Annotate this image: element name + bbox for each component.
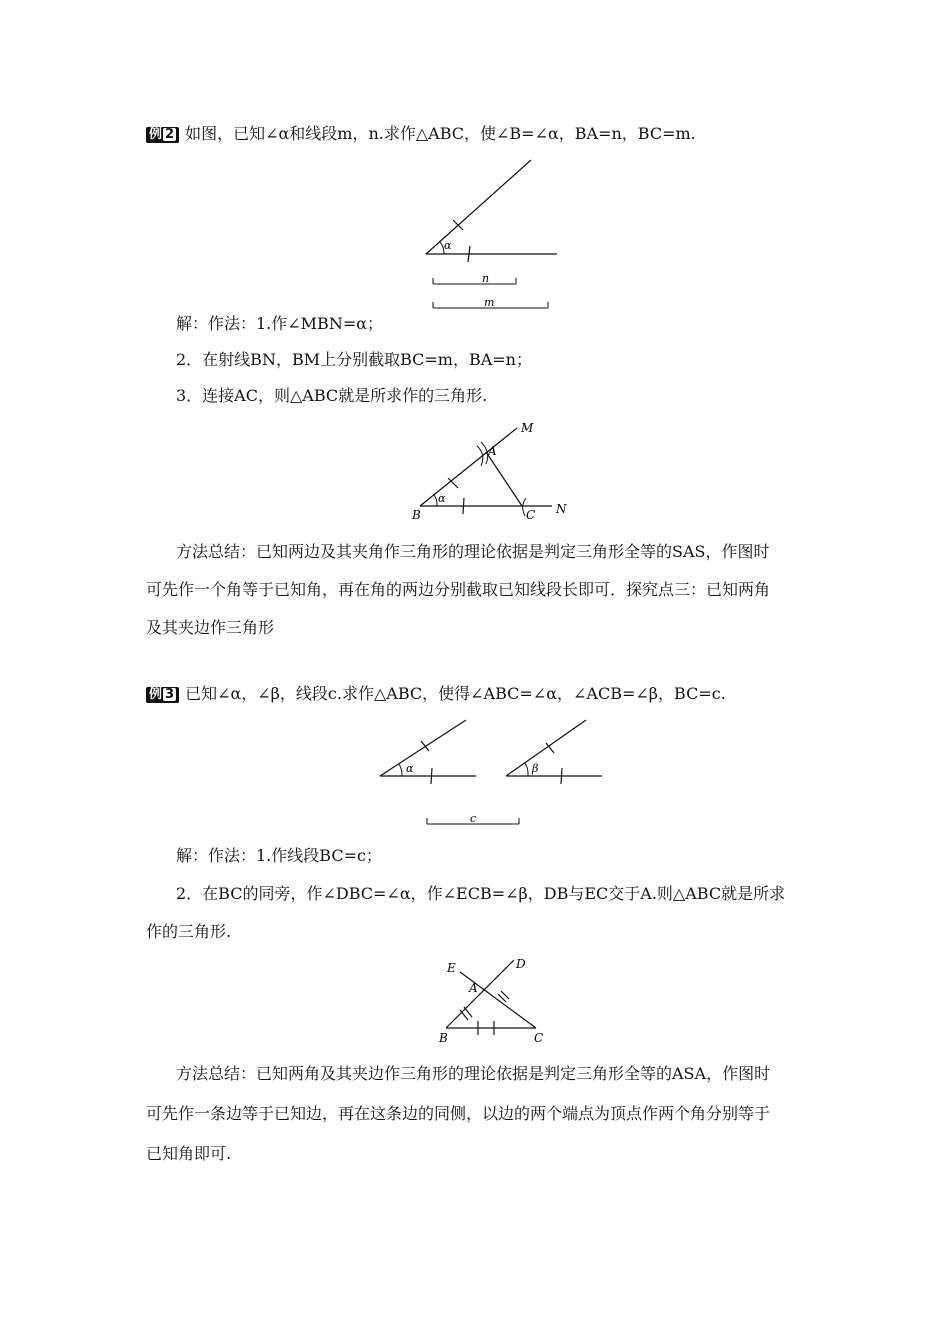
example2-problem-text: 如图，已知∠α和线段m，n.求作△ABC，使∠B=∠α，BA=n，BC=m. — [185, 124, 696, 143]
example2-summary-line3: 及其夹边作三角形 — [146, 618, 275, 637]
fig1-m-label: m — [484, 296, 495, 309]
figure-angles-alpha-beta-segment-c — [376, 716, 608, 828]
example3-solution-line3: 作的三角形. — [146, 922, 232, 941]
fig3-alpha-label: α — [406, 762, 414, 775]
fig1-n-label: n — [482, 272, 490, 285]
fig3-c-label: c — [470, 812, 477, 825]
example3-solution-line1: 解：作法：1.作线段BC=c； — [176, 846, 382, 865]
example2-solution-line1: 解：作法：1.作∠MBN=α； — [176, 314, 384, 333]
example2-summary-line1: 方法总结：已知两边及其夹角作三角形的理论依据是判定三角形全等的SAS，作图时 — [176, 542, 770, 561]
example3-badge: 例 3 — [146, 687, 179, 703]
fig2-label-B: B — [412, 508, 421, 522]
figure-triangle-asa — [436, 954, 548, 1046]
example2-solution-line2: 2．在射线BN，BM上分别截取BC=m，BA=n； — [176, 350, 532, 369]
example2-badge: 例 2 — [146, 127, 179, 143]
example3-summary-line1: 方法总结：已知两角及其夹边作三角形的理论依据是判定三角形全等的ASA，作图时 — [176, 1064, 771, 1083]
example2-solution-line3: 3．连接AC，则△ABC就是所求作的三角形. — [176, 386, 488, 405]
example2-problem — [146, 124, 696, 144]
fig2-label-N: N — [556, 502, 567, 516]
example3-summary-line2: 可先作一条边等于已知边，再在这条边的同侧，以边的两个端点为顶点作两个角分别等于 — [146, 1104, 771, 1123]
fig1-alpha-label: α — [444, 239, 452, 252]
fig3-beta-label: β — [532, 762, 539, 775]
fig4-label-C: C — [534, 1031, 544, 1045]
example3-summary-line3: 已知角即可. — [146, 1144, 232, 1163]
example3-problem-text: 已知∠α，∠β，线段c.求作△ABC，使得∠ABC=∠α，∠ACB=∠β，BC=c. — [185, 684, 726, 703]
fig2-label-A: A — [488, 444, 497, 458]
example2-summary-line2: 可先作一个角等于已知角，再在角的两边分别截取已知线段长即可．探究点三：已知两角 — [146, 580, 771, 599]
fig4-label-B: B — [439, 1031, 448, 1045]
example3-solution-line2: 2．在BC的同旁，作∠DBC=∠α，作∠ECB=∠β，DB与EC交于A.则△ABC就是所求 — [176, 884, 786, 903]
fig2-alpha-label: α — [438, 492, 446, 505]
fig4-label-E: E — [447, 961, 456, 975]
fig4-label-A: A — [469, 981, 478, 995]
fig2-label-M: M — [521, 421, 534, 435]
fig4-label-D: D — [516, 957, 526, 971]
example3-problem — [146, 684, 726, 704]
figure-triangle-sas — [410, 418, 580, 524]
figure-angle-alpha-segments — [420, 158, 570, 318]
fig2-label-C: C — [526, 508, 536, 522]
